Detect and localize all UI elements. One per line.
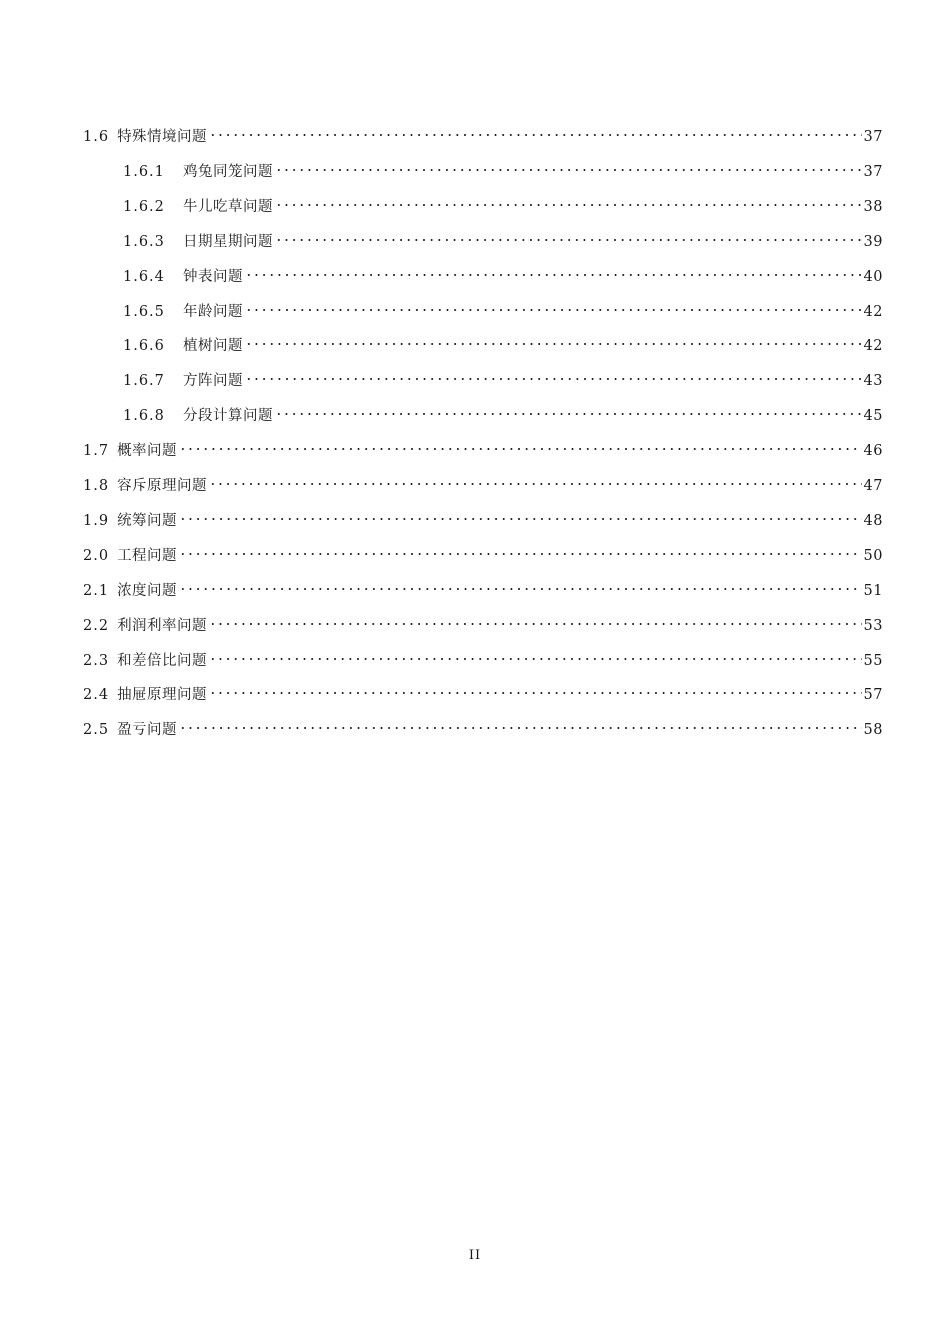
page-number: II [468, 1248, 482, 1263]
toc-entry-title: 工程问题 [117, 547, 178, 564]
toc-entry-number: 2.2 [83, 617, 110, 634]
toc-entry-number: 1.6.3 [123, 233, 165, 250]
toc-entry-number: 1.7 [83, 443, 110, 460]
toc-entry-number: 2.3 [83, 652, 110, 669]
toc-entry-page-number: 38 [863, 198, 883, 215]
toc-entry-title: 和差倍比问题 [117, 652, 208, 669]
toc-entry-number: 2.4 [83, 687, 110, 704]
toc-dot-leader [179, 552, 861, 556]
toc-dot-leader [245, 308, 862, 312]
toc-entry-title: 容斥原理问题 [117, 478, 208, 494]
toc-entry-title: 牛儿吃草问题 [183, 198, 273, 215]
toc-entry[interactable] [123, 336, 883, 356]
toc-entry-title: 利润利率问题 [117, 617, 208, 634]
toc-entry-page-number: 37 [863, 163, 883, 180]
toc-entry-number: 2.5 [83, 722, 110, 739]
toc-entry[interactable] [123, 232, 883, 252]
toc-entry[interactable] [83, 685, 883, 705]
toc-entry-number: 1.6.8 [123, 408, 165, 425]
toc-entry[interactable] [123, 267, 883, 287]
toc-entry[interactable] [83, 720, 883, 740]
toc-dot-leader [275, 168, 862, 172]
toc-entry[interactable] [83, 441, 883, 461]
toc-entry[interactable] [123, 162, 883, 182]
toc-entry[interactable] [123, 197, 883, 217]
toc-entry-title: 抽屉原理问题 [117, 687, 208, 704]
toc-dot-leader [179, 726, 861, 730]
toc-entry-page-number: 46 [863, 443, 883, 460]
toc-entry-number: 2.1 [83, 582, 110, 599]
toc-entry-title: 盈亏问题 [117, 722, 178, 739]
toc-entry-title: 分段计算问题 [183, 408, 273, 425]
toc-entry-page-number: 39 [863, 233, 883, 250]
toc-dot-leader [209, 691, 861, 695]
toc-dot-leader [275, 203, 862, 207]
toc-entry-page-number: 42 [863, 338, 883, 355]
toc-entry-page-number: 57 [863, 687, 883, 704]
toc-entry-page-number: 53 [863, 617, 883, 634]
toc-entry-title: 钟表问题 [183, 268, 243, 285]
toc-entry[interactable] [123, 371, 883, 391]
toc-entry-page-number: 40 [863, 268, 883, 285]
toc-entry-page-number: 58 [863, 722, 883, 739]
toc-dot-leader [275, 238, 862, 242]
toc-entry-title: 植树问题 [183, 338, 243, 355]
toc-dot-leader [245, 377, 862, 381]
toc-entry[interactable] [83, 546, 883, 566]
toc-entry-title: 浓度问题 [117, 582, 178, 599]
toc-dot-leader [209, 133, 861, 137]
toc-entry-title: 鸡兔同笼问题 [183, 163, 273, 180]
toc-entry-page-number: 42 [863, 303, 883, 320]
toc-entry-page-number: 37 [863, 129, 883, 145]
toc-entry-page-number: 45 [863, 408, 883, 425]
toc-dot-leader [245, 342, 862, 346]
toc-entry[interactable] [83, 476, 883, 496]
toc-entry-number: 1.6.7 [123, 373, 165, 390]
toc-entry-page-number: 47 [863, 478, 883, 494]
toc-entry-number: 1.6.2 [123, 198, 165, 215]
toc-entry[interactable] [123, 406, 883, 426]
toc-entry[interactable] [123, 302, 883, 322]
toc-entry-title: 统筹问题 [117, 512, 178, 529]
toc-entry[interactable] [83, 581, 883, 601]
toc-dot-leader [209, 482, 861, 486]
toc-dot-leader [245, 273, 862, 277]
toc-entry-number: 1.6.1 [123, 163, 165, 180]
toc-entry[interactable] [83, 651, 883, 671]
toc-entry[interactable] [83, 127, 883, 147]
toc-entry[interactable] [83, 616, 883, 636]
toc-entry-title: 年龄问题 [183, 303, 243, 320]
toc-dot-leader [209, 622, 861, 626]
toc-dot-leader [179, 587, 861, 591]
toc-dot-leader [275, 412, 862, 416]
toc-entry-number: 1.6.5 [123, 303, 165, 320]
toc-dot-leader [179, 517, 861, 521]
toc-entry-title: 特殊情境问题 [117, 129, 208, 145]
toc-entry-number: 1.9 [83, 512, 110, 529]
toc-entry-page-number: 51 [863, 582, 883, 599]
toc-entry-title: 日期星期问题 [183, 233, 273, 250]
toc-entry-number: 1.6 [83, 129, 110, 145]
toc-entry[interactable] [83, 511, 883, 531]
toc-entry-page-number: 43 [863, 373, 883, 390]
toc-entry-page-number: 55 [863, 652, 883, 669]
toc-entry-page-number: 48 [863, 512, 883, 529]
toc-entry-number: 1.6.6 [123, 338, 165, 355]
toc-dot-leader [179, 447, 861, 451]
toc-dot-leader [209, 657, 861, 661]
toc-entry-title: 方阵问题 [183, 373, 243, 390]
toc-entry-number: 1.6.4 [123, 268, 165, 285]
toc-entry-number: 2.0 [83, 547, 110, 564]
toc-entry-title: 概率问题 [117, 443, 178, 460]
toc-entry-page-number: 50 [863, 547, 883, 564]
toc-entry-number: 1.8 [83, 478, 110, 494]
